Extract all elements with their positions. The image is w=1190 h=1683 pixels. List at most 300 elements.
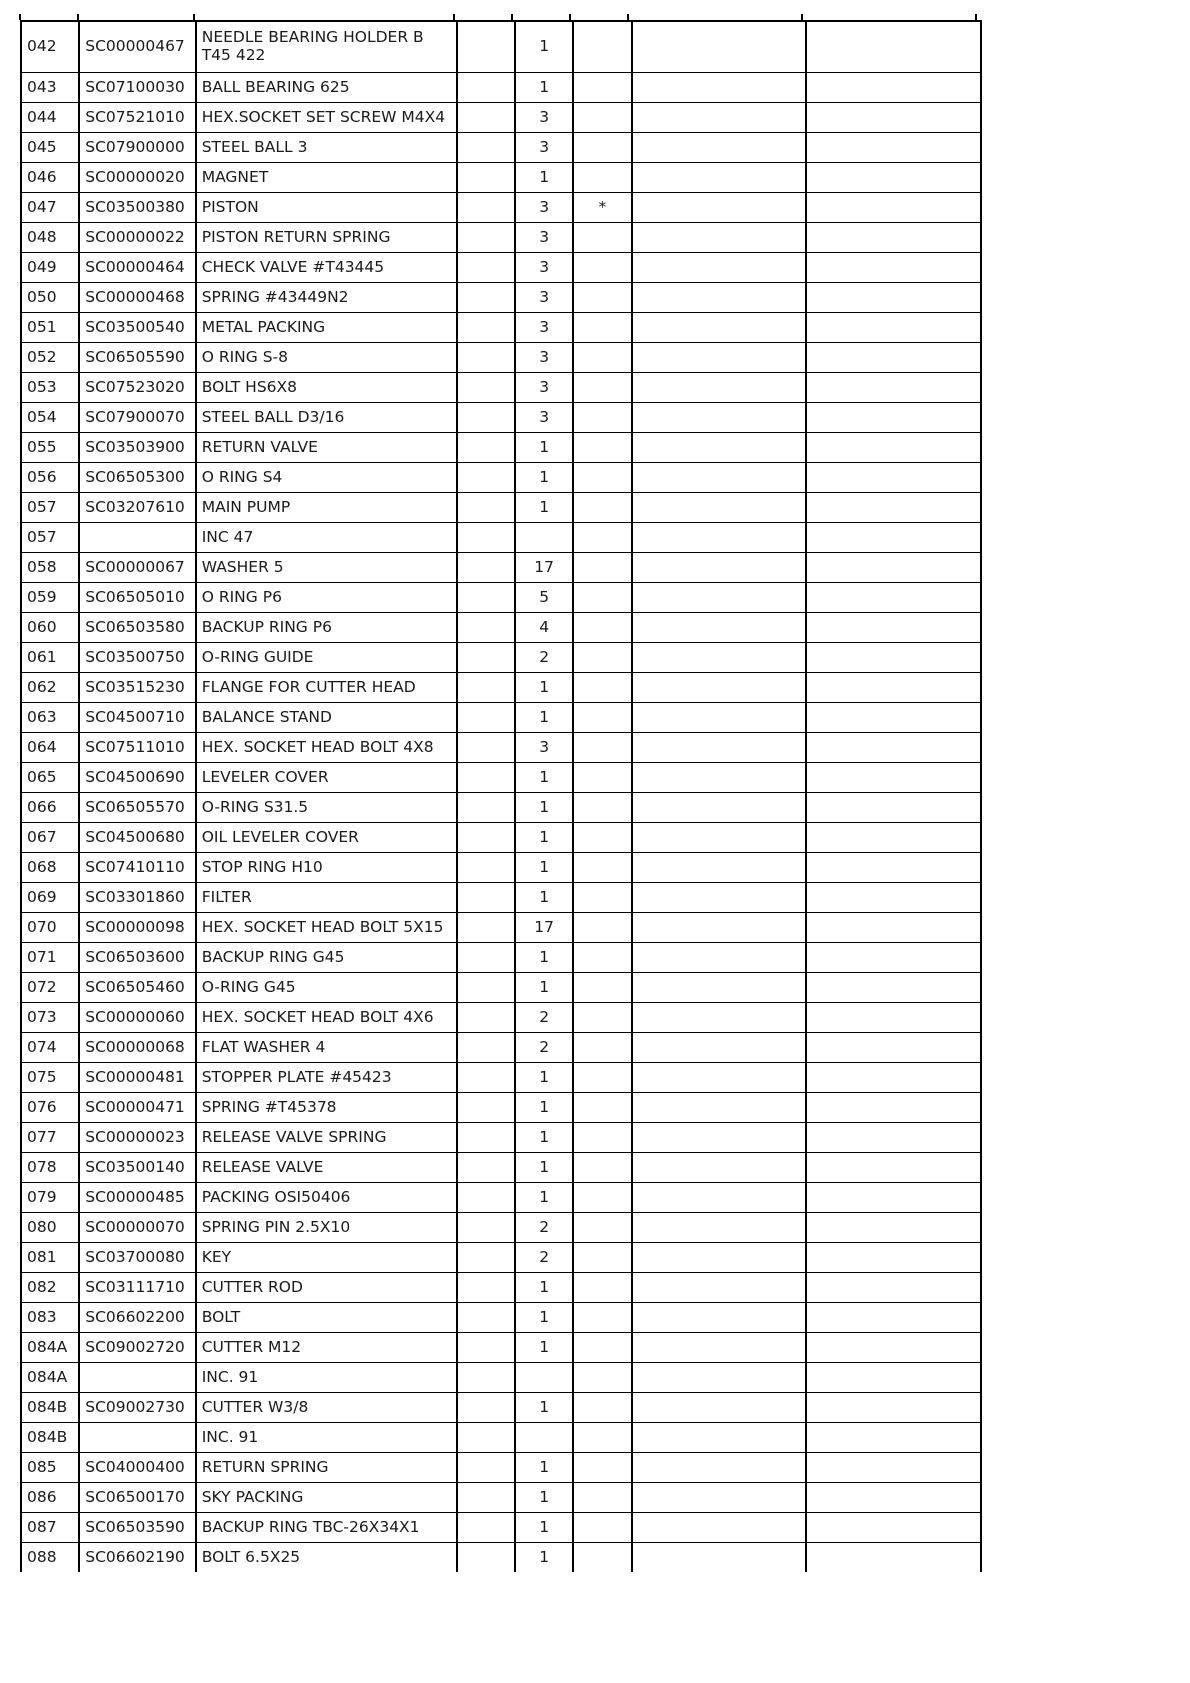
empty-cell (632, 1033, 807, 1063)
empty-cell (632, 373, 807, 403)
item-number-cell: 051 (21, 313, 79, 343)
item-number-cell: 076 (21, 1093, 79, 1123)
description-cell: FILTER (196, 883, 457, 913)
empty-cell (457, 223, 515, 253)
part-code-cell: SC04500710 (79, 703, 195, 733)
empty-cell (632, 253, 807, 283)
description-cell: RETURN SPRING (196, 1453, 457, 1483)
description-cell: BOLT 6.5X25 (196, 1543, 457, 1573)
empty-cell (806, 1303, 981, 1333)
empty-cell (632, 1543, 807, 1573)
description-cell: O-RING G45 (196, 973, 457, 1003)
part-code-cell: SC04500680 (79, 823, 195, 853)
part-code-cell: SC09002720 (79, 1333, 195, 1363)
quantity-cell: 5 (515, 583, 573, 613)
quantity-cell: 1 (515, 1453, 573, 1483)
table-row (21, 1543, 981, 1573)
part-code-cell: SC00000070 (79, 1213, 195, 1243)
empty-cell (806, 1213, 981, 1243)
empty-cell (457, 1093, 515, 1123)
mark-cell (573, 1123, 631, 1153)
quantity-cell: 3 (515, 373, 573, 403)
empty-cell (632, 523, 807, 553)
empty-cell (457, 613, 515, 643)
table-row (21, 163, 981, 193)
description-cell: STEEL BALL D3/16 (196, 403, 457, 433)
empty-cell (806, 403, 981, 433)
table-row (21, 403, 981, 433)
empty-cell (632, 643, 807, 673)
empty-cell (806, 793, 981, 823)
mark-cell (573, 553, 631, 583)
item-number-cell: 085 (21, 1453, 79, 1483)
quantity-cell: 1 (515, 793, 573, 823)
table-row (21, 553, 981, 583)
description-cell: SKY PACKING (196, 1483, 457, 1513)
description-cell: CUTTER ROD (196, 1273, 457, 1303)
item-number-cell: 074 (21, 1033, 79, 1063)
empty-cell (632, 283, 807, 313)
description-cell: MAIN PUMP (196, 493, 457, 523)
quantity-cell (515, 1423, 573, 1453)
empty-cell (806, 433, 981, 463)
empty-cell (806, 313, 981, 343)
quantity-cell: 3 (515, 733, 573, 763)
description-cell: O RING S-8 (196, 343, 457, 373)
empty-cell (457, 583, 515, 613)
empty-cell (806, 823, 981, 853)
part-code-cell: SC00000098 (79, 913, 195, 943)
table-row (21, 523, 981, 553)
description-cell: KEY (196, 1243, 457, 1273)
description-cell: BACKUP RING TBC-26X34X1 (196, 1513, 457, 1543)
description-cell: SPRING PIN 2.5X10 (196, 1213, 457, 1243)
item-number-cell: 059 (21, 583, 79, 613)
quantity-cell: 2 (515, 643, 573, 673)
mark-cell (573, 253, 631, 283)
table-row (21, 463, 981, 493)
mark-cell (573, 103, 631, 133)
empty-cell (632, 1393, 807, 1423)
empty-cell (457, 1453, 515, 1483)
empty-cell (457, 913, 515, 943)
empty-cell (457, 1363, 515, 1393)
empty-cell (632, 1063, 807, 1093)
part-code-cell: SC00000481 (79, 1063, 195, 1093)
quantity-cell: 1 (515, 823, 573, 853)
table-row (21, 1213, 981, 1243)
table-row (21, 1453, 981, 1483)
table-row (21, 643, 981, 673)
part-code-cell: SC03503900 (79, 433, 195, 463)
mark-cell (573, 1393, 631, 1423)
empty-cell (806, 1453, 981, 1483)
description-cell: CHECK VALVE #T43445 (196, 253, 457, 283)
mark-cell (573, 973, 631, 1003)
table-row (21, 1003, 981, 1033)
empty-cell (457, 523, 515, 553)
empty-cell (457, 21, 515, 73)
mark-cell (573, 1063, 631, 1093)
item-number-cell: 067 (21, 823, 79, 853)
description-cell: CUTTER W3/8 (196, 1393, 457, 1423)
part-code-cell (79, 1363, 195, 1393)
mark-cell (573, 343, 631, 373)
empty-cell (632, 613, 807, 643)
description-cell: FLANGE FOR CUTTER HEAD (196, 673, 457, 703)
table-row (21, 433, 981, 463)
empty-cell (632, 133, 807, 163)
description-cell: WASHER 5 (196, 553, 457, 583)
item-number-cell: 062 (21, 673, 79, 703)
empty-cell (806, 163, 981, 193)
mark-cell (573, 223, 631, 253)
description-cell: INC. 91 (196, 1423, 457, 1453)
mark-cell (573, 163, 631, 193)
quantity-cell: 1 (515, 943, 573, 973)
item-number-cell: 066 (21, 793, 79, 823)
quantity-cell: 3 (515, 313, 573, 343)
empty-cell (806, 673, 981, 703)
quantity-cell: 3 (515, 133, 573, 163)
empty-cell (457, 433, 515, 463)
table-row (21, 73, 981, 103)
description-cell: BOLT (196, 1303, 457, 1333)
empty-cell (632, 1003, 807, 1033)
part-code-cell: SC00000467 (79, 21, 195, 73)
table-row (21, 1243, 981, 1273)
item-number-cell: 070 (21, 913, 79, 943)
empty-cell (632, 1333, 807, 1363)
empty-cell (806, 1123, 981, 1153)
part-code-cell: SC00000022 (79, 223, 195, 253)
empty-cell (806, 193, 981, 223)
description-cell: SPRING #43449N2 (196, 283, 457, 313)
empty-cell (806, 1483, 981, 1513)
description-cell: HEX. SOCKET HEAD BOLT 4X6 (196, 1003, 457, 1033)
mark-cell (573, 643, 631, 673)
description-cell: INC. 91 (196, 1363, 457, 1393)
empty-cell (457, 973, 515, 1003)
mark-cell (573, 313, 631, 343)
part-code-cell: SC03207610 (79, 493, 195, 523)
mark-cell (573, 673, 631, 703)
mark-cell (573, 733, 631, 763)
table-row (21, 1363, 981, 1393)
quantity-cell: 17 (515, 913, 573, 943)
description-cell: STOP RING H10 (196, 853, 457, 883)
item-number-cell: 045 (21, 133, 79, 163)
part-code-cell: SC06602200 (79, 1303, 195, 1333)
mark-cell (573, 493, 631, 523)
table-row (21, 823, 981, 853)
table-row (21, 703, 981, 733)
empty-cell (457, 853, 515, 883)
empty-cell (806, 1093, 981, 1123)
quantity-cell: 2 (515, 1003, 573, 1033)
mark-cell (573, 763, 631, 793)
description-cell: BALANCE STAND (196, 703, 457, 733)
mark-cell (573, 1363, 631, 1393)
empty-cell (632, 163, 807, 193)
description-cell: NEEDLE BEARING HOLDER B T45 422 (196, 21, 457, 73)
table-row (21, 973, 981, 1003)
empty-cell (632, 223, 807, 253)
quantity-cell: 4 (515, 613, 573, 643)
mark-cell (573, 523, 631, 553)
item-number-cell: 086 (21, 1483, 79, 1513)
mark-cell (573, 583, 631, 613)
empty-cell (457, 1183, 515, 1213)
part-code-cell: SC07523020 (79, 373, 195, 403)
part-code-cell: SC03500750 (79, 643, 195, 673)
empty-cell (806, 853, 981, 883)
table-row (21, 1513, 981, 1543)
empty-cell (806, 1003, 981, 1033)
empty-cell (457, 103, 515, 133)
empty-cell (632, 493, 807, 523)
quantity-cell: 2 (515, 1033, 573, 1063)
description-cell: O-RING S31.5 (196, 793, 457, 823)
table-row (21, 1483, 981, 1513)
empty-cell (632, 1243, 807, 1273)
empty-cell (457, 703, 515, 733)
mark-cell (573, 1033, 631, 1063)
empty-cell (457, 883, 515, 913)
part-code-cell: SC03500380 (79, 193, 195, 223)
table-row (21, 1393, 981, 1423)
quantity-cell (515, 1363, 573, 1393)
empty-cell (632, 913, 807, 943)
description-cell: PACKING OSI50406 (196, 1183, 457, 1213)
description-cell: RELEASE VALVE SPRING (196, 1123, 457, 1153)
empty-cell (632, 403, 807, 433)
quantity-cell: 3 (515, 103, 573, 133)
empty-cell (806, 73, 981, 103)
item-number-cell: 078 (21, 1153, 79, 1183)
part-code-cell: SC03700080 (79, 1243, 195, 1273)
quantity-cell: 1 (515, 433, 573, 463)
part-code-cell: SC06505590 (79, 343, 195, 373)
empty-cell (806, 1543, 981, 1573)
empty-cell (806, 1513, 981, 1543)
description-cell: RELEASE VALVE (196, 1153, 457, 1183)
empty-cell (806, 763, 981, 793)
item-number-cell: 063 (21, 703, 79, 733)
table-row (21, 733, 981, 763)
part-code-cell: SC06505570 (79, 793, 195, 823)
empty-cell (457, 1513, 515, 1543)
part-code-cell: SC03301860 (79, 883, 195, 913)
quantity-cell: 1 (515, 763, 573, 793)
item-number-cell: 060 (21, 613, 79, 643)
empty-cell (632, 1213, 807, 1243)
description-cell: HEX. SOCKET HEAD BOLT 5X15 (196, 913, 457, 943)
empty-cell (806, 103, 981, 133)
part-code-cell: SC07410110 (79, 853, 195, 883)
empty-cell (806, 523, 981, 553)
empty-cell (457, 1243, 515, 1273)
table-row (21, 853, 981, 883)
empty-cell (632, 21, 807, 73)
item-number-cell: 064 (21, 733, 79, 763)
empty-cell (806, 913, 981, 943)
empty-cell (457, 1153, 515, 1183)
empty-cell (457, 133, 515, 163)
table-row (21, 913, 981, 943)
empty-cell (806, 343, 981, 373)
empty-cell (632, 313, 807, 343)
part-code-cell: SC06602190 (79, 1543, 195, 1573)
mark-cell (573, 403, 631, 433)
empty-cell (632, 1513, 807, 1543)
table-row (21, 103, 981, 133)
empty-cell (632, 343, 807, 373)
part-code-cell: SC00000060 (79, 1003, 195, 1033)
item-number-cell: 088 (21, 1543, 79, 1573)
empty-cell (457, 373, 515, 403)
item-number-cell: 075 (21, 1063, 79, 1093)
item-number-cell: 079 (21, 1183, 79, 1213)
part-code-cell (79, 1423, 195, 1453)
quantity-cell: 1 (515, 1333, 573, 1363)
empty-cell (457, 1033, 515, 1063)
mark-cell (573, 793, 631, 823)
item-number-cell: 073 (21, 1003, 79, 1033)
empty-cell (632, 1093, 807, 1123)
description-cell: HEX.SOCKET SET SCREW M4X4 (196, 103, 457, 133)
part-code-cell: SC00000468 (79, 283, 195, 313)
quantity-cell: 1 (515, 1183, 573, 1213)
part-code-cell: SC07511010 (79, 733, 195, 763)
empty-cell (457, 553, 515, 583)
table-row (21, 133, 981, 163)
mark-cell (573, 1543, 631, 1573)
empty-cell (806, 613, 981, 643)
empty-cell (806, 1333, 981, 1363)
item-number-cell: 053 (21, 373, 79, 403)
empty-cell (457, 643, 515, 673)
description-cell: BALL BEARING 625 (196, 73, 457, 103)
table-row (21, 793, 981, 823)
mark-cell (573, 943, 631, 973)
description-cell: O-RING GUIDE (196, 643, 457, 673)
part-code-cell: SC00000067 (79, 553, 195, 583)
item-number-cell: 077 (21, 1123, 79, 1153)
mark-cell (573, 463, 631, 493)
quantity-cell: 3 (515, 253, 573, 283)
item-number-cell: 049 (21, 253, 79, 283)
mark-cell (573, 373, 631, 403)
item-number-cell: 072 (21, 973, 79, 1003)
mark-cell (573, 1153, 631, 1183)
item-number-cell: 054 (21, 403, 79, 433)
table-row (21, 1423, 981, 1453)
part-code-cell: SC04500690 (79, 763, 195, 793)
mark-cell (573, 913, 631, 943)
description-cell: INC 47 (196, 523, 457, 553)
empty-cell (632, 1363, 807, 1393)
table-row (21, 673, 981, 703)
quantity-cell: 3 (515, 283, 573, 313)
mark-cell (573, 73, 631, 103)
mark-cell (573, 1183, 631, 1213)
quantity-cell: 1 (515, 1063, 573, 1093)
table-row (21, 1183, 981, 1213)
empty-cell (457, 193, 515, 223)
table-row (21, 883, 981, 913)
quantity-cell: 1 (515, 973, 573, 1003)
description-cell: OIL LEVELER COVER (196, 823, 457, 853)
empty-cell (457, 343, 515, 373)
mark-cell (573, 823, 631, 853)
empty-cell (457, 1273, 515, 1303)
empty-cell (457, 1123, 515, 1153)
empty-cell (457, 1213, 515, 1243)
table-row (21, 1153, 981, 1183)
table-row (21, 313, 981, 343)
part-code-cell: SC07900000 (79, 133, 195, 163)
quantity-cell: 1 (515, 703, 573, 733)
description-cell: MAGNET (196, 163, 457, 193)
part-code-cell: SC00000023 (79, 1123, 195, 1153)
table-row (21, 1033, 981, 1063)
table-row (21, 1333, 981, 1363)
mark-cell (573, 21, 631, 73)
table-row (21, 21, 981, 73)
description-cell: FLAT WASHER 4 (196, 1033, 457, 1063)
mark-cell (573, 1513, 631, 1543)
quantity-cell: 1 (515, 1393, 573, 1423)
quantity-cell: 17 (515, 553, 573, 583)
empty-cell (457, 403, 515, 433)
empty-cell (457, 493, 515, 523)
mark-cell (573, 1003, 631, 1033)
item-number-cell: 042 (21, 21, 79, 73)
mark-cell (573, 1453, 631, 1483)
mark-cell (573, 703, 631, 733)
empty-cell (632, 793, 807, 823)
quantity-cell: 1 (515, 463, 573, 493)
mark-cell (573, 1303, 631, 1333)
item-number-cell: 052 (21, 343, 79, 373)
item-number-cell: 082 (21, 1273, 79, 1303)
description-cell: STEEL BALL 3 (196, 133, 457, 163)
mark-cell (573, 1423, 631, 1453)
empty-cell (457, 1333, 515, 1363)
table-row (21, 1273, 981, 1303)
table-row (21, 343, 981, 373)
empty-cell (457, 1423, 515, 1453)
table-row (21, 1123, 981, 1153)
item-number-cell: 050 (21, 283, 79, 313)
mark-cell (573, 133, 631, 163)
quantity-cell: 3 (515, 223, 573, 253)
empty-cell (806, 883, 981, 913)
table-row (21, 763, 981, 793)
item-number-cell: 084A (21, 1333, 79, 1363)
mark-cell (573, 1243, 631, 1273)
empty-cell (806, 1393, 981, 1423)
empty-cell (806, 373, 981, 403)
empty-cell (632, 1483, 807, 1513)
description-cell: BACKUP RING G45 (196, 943, 457, 973)
quantity-cell: 1 (515, 493, 573, 523)
part-code-cell: SC00000471 (79, 1093, 195, 1123)
empty-cell (632, 763, 807, 793)
part-code-cell: SC09002730 (79, 1393, 195, 1423)
part-code-cell: SC03515230 (79, 673, 195, 703)
